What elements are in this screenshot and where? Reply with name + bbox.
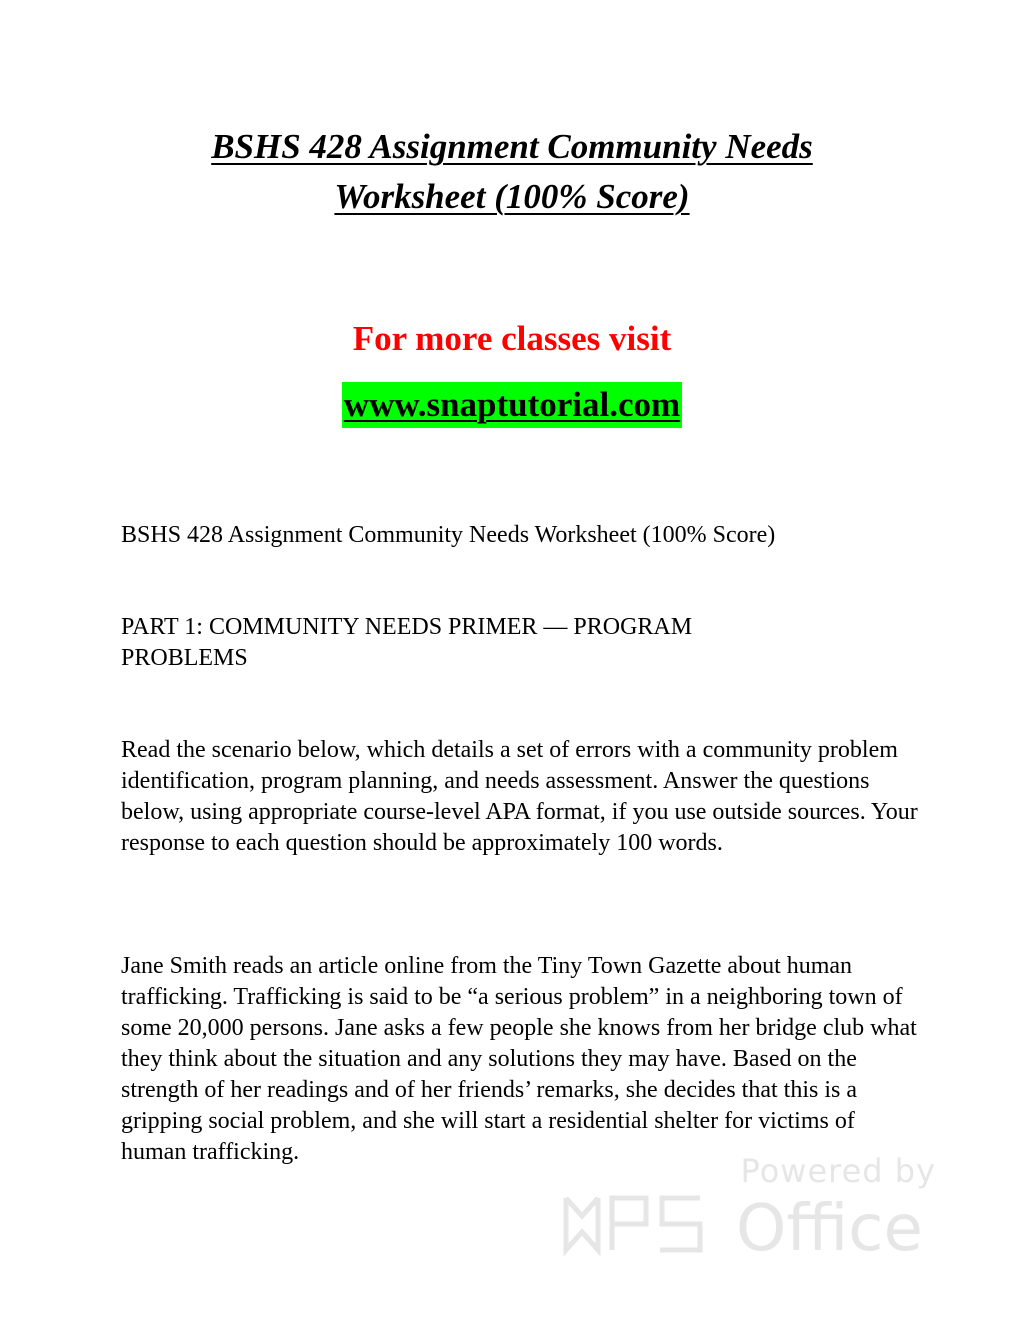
- scenario-paragraph: Jane Smith reads an article online from the Tiny Town Gazette about human trafficking. Trafficking is said to be “a serious problem” in a neighboring town of some 20,000 persons. Jane asks a few people she knows from her bridge club what they think about the situation and any solutions they may have. Based on the strength of her readings and of her friends’ remarks, she decides that this is a gripping social problem, and she will start a residential shelter for victims of human trafficking.: [121, 953, 917, 1165]
- wps-office-logo: [560, 1192, 960, 1256]
- site-link[interactable]: www.snaptutorial.com: [342, 382, 682, 428]
- part-heading: PART 1: COMMUNITY NEEDS PRIMER ― PROGRAM PROBLEMS: [121, 614, 693, 671]
- svg-text:Office: Office: [736, 1192, 923, 1256]
- instructions-paragraph: Read the scenario below, which details a set of errors with a community problem identification, program planning, and needs assessment. Answer the questions below, using appropriate course-level APA format, if you use outside sources. Your response to each question should be approximately 100 words.: [121, 737, 918, 856]
- site-link-container: [0, 382, 1024, 428]
- document-heading: BSHS 428 Assignment Community Needs Worksheet (100% Score): [121, 522, 776, 548]
- wps-watermark: [560, 1148, 960, 1258]
- promo-text: For more classes visit: [352, 319, 672, 358]
- document-title: [0, 122, 1024, 222]
- title-line-2: Worksheet (100% Score): [334, 177, 690, 216]
- title-line-1: BSHS 428 Assignment Community Needs: [211, 127, 813, 166]
- watermark-powered-by: Powered by: [740, 1152, 936, 1190]
